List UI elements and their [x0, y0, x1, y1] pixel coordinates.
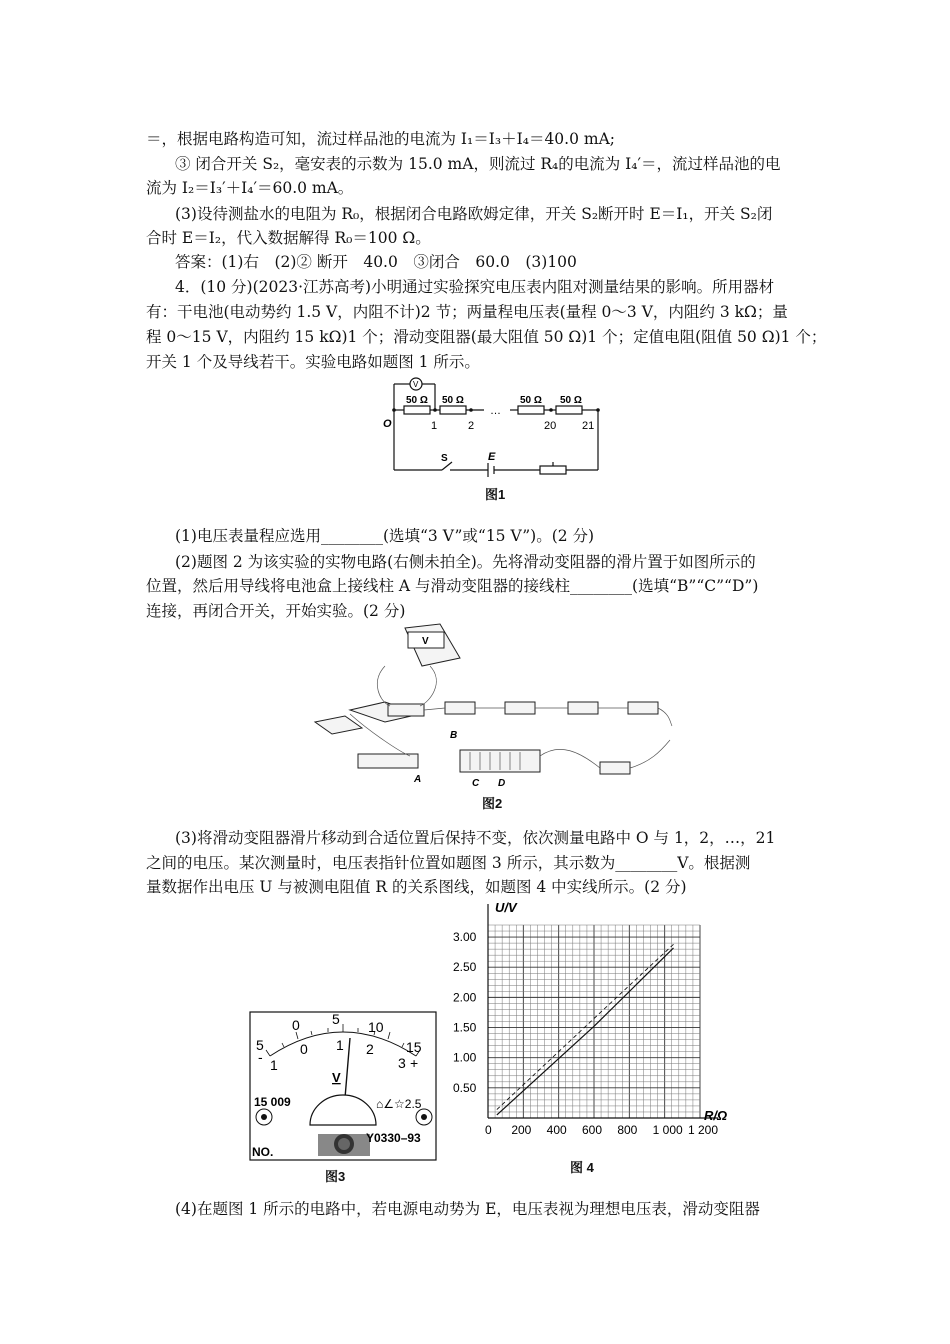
- emf-label: E: [488, 451, 496, 463]
- x-tick-label: 800: [617, 1123, 638, 1137]
- text-line: 位置，然后用导线将电池盒上接线柱 A 与滑动变阻器的接线柱________(选填“B”“C”“D”): [146, 577, 759, 595]
- figure-1-caption: 图1: [485, 487, 506, 502]
- y-tick-label: 0.50: [453, 1080, 477, 1095]
- scale-bottom-1: 1: [270, 1057, 278, 1073]
- question-part-4: (4)在题图 1 所示的电路中，若电源电动势为 E，电压表视为理想电压表，滑动变阻器: [175, 1200, 760, 1218]
- terminal-d-label: D: [498, 778, 506, 788]
- scale-bottom-0: 0: [300, 1041, 308, 1057]
- terminal-a-label: A: [414, 774, 422, 785]
- text-line: ＝，根据电路构造可知，流过样品池的电流为 I₁＝I₃＋I₄＝40.0 mA;: [146, 130, 615, 148]
- terminal-b-label: B: [450, 730, 458, 741]
- figure-3-voltmeter: [248, 1010, 438, 1162]
- x-tick-label: 0: [485, 1123, 492, 1137]
- resistor-label: 50 Ω: [520, 395, 542, 406]
- scale-right-15: 15: [406, 1039, 422, 1055]
- scale-top-10: 10: [368, 1019, 384, 1035]
- y-tick-label: 2.00: [453, 990, 477, 1005]
- model-number: Y0330–93: [366, 1131, 421, 1145]
- figure-4-chart: [450, 898, 740, 1160]
- meter-v-label: V: [422, 636, 429, 647]
- y-tick-label: 1.50: [453, 1020, 477, 1035]
- x-tick-label: 1 000: [652, 1123, 683, 1137]
- scale-bottom-3: 3: [398, 1055, 406, 1071]
- scale-top-0: 0: [292, 1017, 300, 1033]
- x-tick-label: 200: [511, 1123, 532, 1137]
- scale-top-5: 5: [332, 1011, 340, 1027]
- node-21: 21: [582, 420, 595, 432]
- text-line: 连接，再闭合开关，开始实验。(2 分): [146, 602, 406, 620]
- x-tick-label: 600: [582, 1123, 603, 1137]
- question-part-2: (2)题图 2 为该实验的实物电路(右侧未拍全)。先将滑动变阻器的滑片置于如图所示的: [175, 553, 756, 571]
- plus-sign: +: [410, 1055, 419, 1071]
- text-line: 有：干电池(电动势约 1.5 V，内阻不计)2 节；两量程电压表(量程 0～3 V，内阻约 3 kΩ；量: [146, 303, 788, 321]
- text-line: 开关 1 个及导线若干。实验电路如题图 1 所示。: [146, 353, 480, 371]
- y-tick-label: 2.50: [453, 960, 477, 975]
- question-part-3: (3)将滑动变阻器滑片移动到合适位置后保持不变，依次测量电路中 O 与 1，2，…，21: [175, 829, 776, 847]
- y-tick-label: 3.00: [453, 930, 477, 945]
- x-axis-label: R/Ω: [704, 1108, 728, 1123]
- switch-label: S: [441, 453, 448, 464]
- serial-number: 15 009: [254, 1095, 291, 1109]
- text-line: ③ 闭合开关 S₂，毫安表的示数为 15.0 mA，则流过 R₄的电流为 I₄′＝，流过样品池的电: [175, 155, 781, 173]
- y-axis-label: U/V: [495, 900, 517, 915]
- node-o: O: [383, 418, 392, 430]
- text-line: 合时 E＝I₂，代入数据解得 R₀＝100 Ω。: [146, 229, 431, 247]
- question-4-title: 4．(10 分)(2023·江苏高考)小明通过实验探究电压表内阻对测量结果的影响。所用器材: [175, 278, 775, 296]
- y-tick-label: 1.00: [453, 1050, 477, 1065]
- node-1: 1: [431, 420, 438, 432]
- figure-2-physical-circuit: [310, 622, 680, 788]
- x-tick-label: 1 200: [688, 1123, 719, 1137]
- scale-bottom-2: 2: [366, 1041, 374, 1057]
- figure-2-caption: 图2: [482, 796, 503, 811]
- ellipsis: …: [490, 405, 501, 417]
- text-line: 量数据作出电压 U 与被测电阻值 R 的关系图线，如题图 4 中实线所示。(2 分): [146, 878, 687, 896]
- resistor-label: 50 Ω: [406, 395, 428, 406]
- node-2: 2: [468, 420, 475, 432]
- resistor-label: 50 Ω: [560, 395, 582, 406]
- answer-line: 答案：(1)右 (2)② 断开 40.0 ③闭合 60.0 (3)100: [175, 253, 577, 271]
- question-part-1: (1)电压表量程应选用________(选填“3 V”或“15 V”)。(2 分): [175, 527, 595, 545]
- text-line: 程 0～15 V，内阻约 15 kΩ)1 个；滑动变阻器(最大阻值 50 Ω)1 个；定值电阻(阻值 50 Ω)1 个；: [146, 328, 827, 346]
- scale-bottom-1b: 1: [336, 1037, 344, 1053]
- text-line: (3)设待测盐水的电阻为 R₀，根据闭合电路欧姆定律，开关 S₂断开时 E＝I₁，开关 S₂闭: [175, 205, 773, 223]
- text-line: 之间的电压。某次测量时，电压表指针位置如题图 3 所示，其示数为________V。根据测: [146, 854, 751, 872]
- voltmeter-symbol: V: [413, 380, 419, 389]
- figure-4-caption: 图 4: [570, 1160, 594, 1175]
- unit-v: V: [332, 1070, 341, 1085]
- minus-sign: -: [258, 1049, 263, 1065]
- meter-symbols: ⌂∠☆2.5: [376, 1097, 422, 1111]
- terminal-c-label: C: [472, 778, 480, 788]
- no-label: NO.: [252, 1145, 274, 1159]
- text-line: 流为 I₂＝I₃′＋I₄′＝60.0 mA。: [146, 179, 354, 197]
- resistor-label: 50 Ω: [442, 395, 464, 406]
- figure-1-circuit: [380, 372, 610, 502]
- scale-left-5: 5: [256, 1037, 264, 1053]
- figure-3-caption: 图3: [325, 1169, 346, 1184]
- node-20: 20: [544, 420, 557, 432]
- x-tick-label: 400: [546, 1123, 567, 1137]
